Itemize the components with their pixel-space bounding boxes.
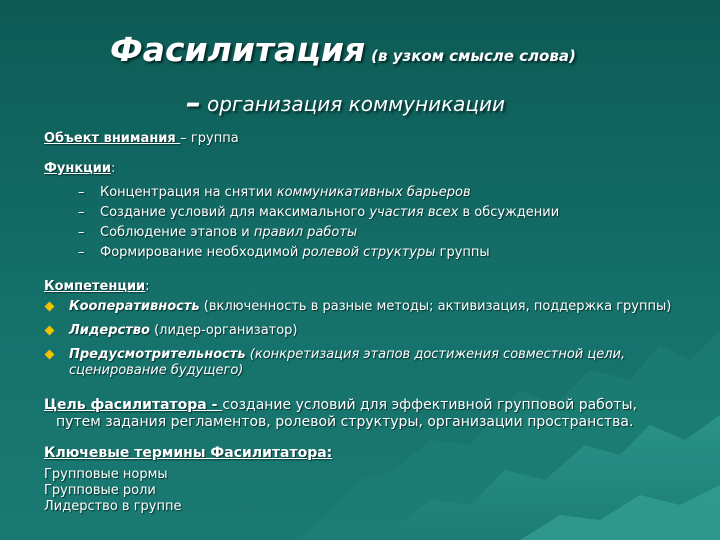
list-item: – Формирование необходимой ролевой структуры группы [78, 245, 490, 260]
title-main: Фасилитация [110, 30, 366, 69]
goal-label: Цель фасилитатора [44, 397, 207, 413]
competencies-list [44, 299, 684, 379]
list-item: Лидерство (лидер-организатор) [44, 323, 684, 339]
list-item: Кооперативность (включенность в разные методы; активизация, поддержка группы) [44, 299, 684, 315]
object-text: – группа [180, 131, 239, 146]
title-line2-text: организация коммуникации [207, 92, 506, 116]
diamond-bullet-icon [45, 350, 55, 360]
key-term-item: Лидерство в группе [44, 499, 182, 514]
diamond-bullet-icon [45, 302, 55, 312]
object-line [44, 131, 684, 147]
functions-list [44, 183, 684, 263]
slide-body [44, 131, 684, 515]
slide-title-line2 [186, 86, 505, 121]
key-term-item: Групповые нормы [44, 467, 168, 482]
diamond-bullet-icon [45, 326, 55, 336]
key-term-item: Групповые роли [44, 483, 156, 498]
functions-heading: Функции: [44, 161, 116, 176]
object-label: Объект внимания [44, 131, 181, 146]
list-item: – Создание условий для максимального участия всех в обсуждении [78, 205, 560, 220]
list-item: – Соблюдение этапов и правил работы [78, 225, 358, 240]
title-subtitle: (в узком смысле слова) [371, 47, 576, 65]
list-item: Предусмотрительность (конкретизация этапов достижения совместной цели, сценирование будущего) [44, 347, 684, 379]
title-dash: – [186, 86, 201, 121]
goal-text: создание условий для эффективной групповой работы, [222, 397, 638, 413]
key-terms-heading: Ключевые термины Фасилитатора: [44, 445, 333, 461]
list-item: – Концентрация на снятии коммуникативных барьеров [78, 185, 471, 200]
slide-title [110, 30, 576, 69]
goal-text-continued: путем задания регламентов, ролевой структуры, организации пространства. [56, 414, 634, 430]
competencies-heading: Компетенции: [44, 279, 150, 294]
facilitator-goal: Цель фасилитатора - создание условий для эффективной групповой работы, путем задания регламентов, ролевой структуры, организации пространства. [44, 397, 684, 431]
competencies-label: Компетенции [44, 279, 146, 294]
functions-label: Функции [44, 161, 112, 176]
